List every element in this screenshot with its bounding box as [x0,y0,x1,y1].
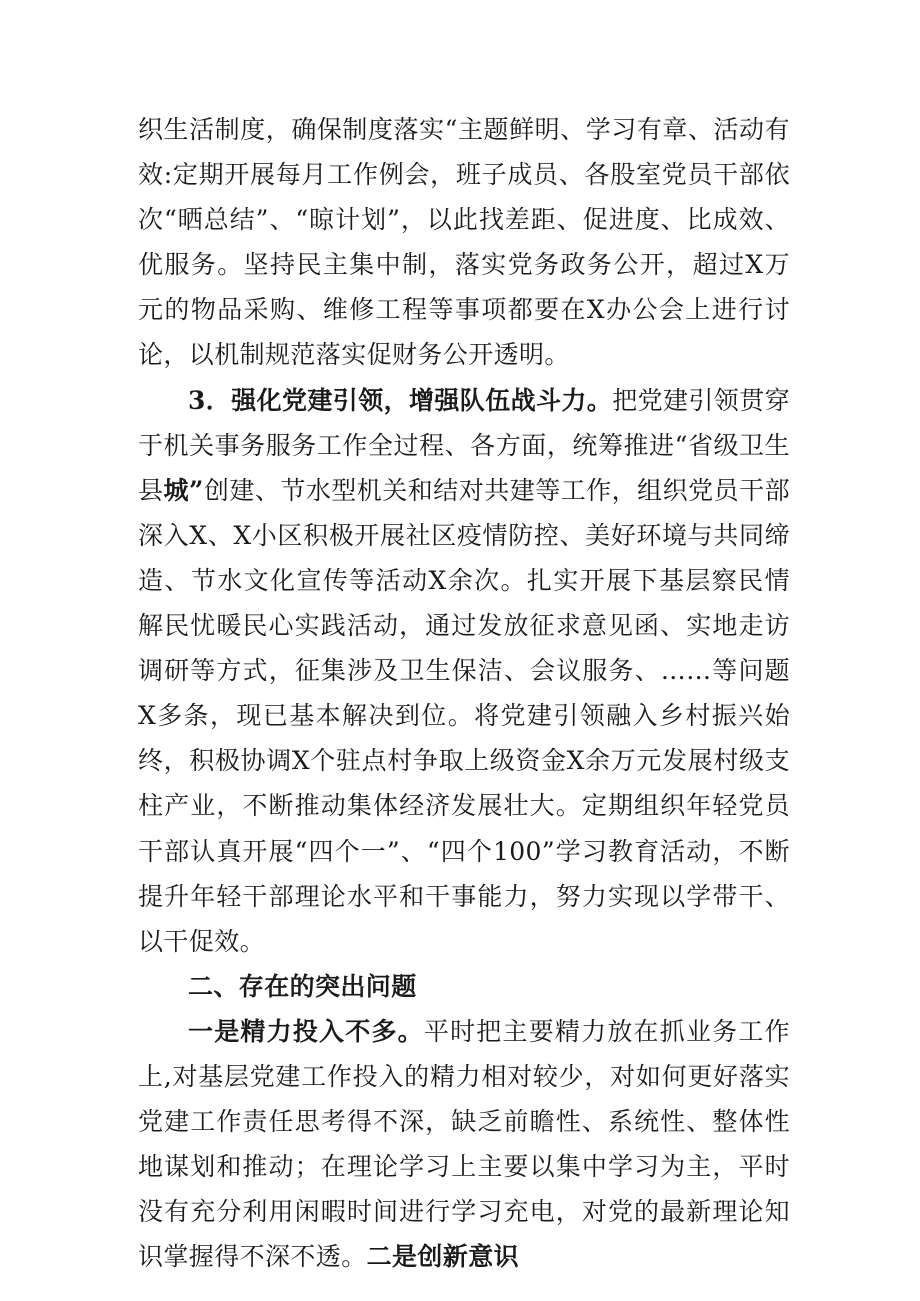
paragraph-text: 把党建引领贯穿于机关事务服务工作全过程、各方面，统筹推进“省级卫生县 [138,385,791,505]
paragraph-text: 创建、节水型机关和结对共建等工作，组织党员干部深入X、X小区积极开展社区疫情防控、美好环境与共同缔造、节水文化宣传等活动X余次。扎实开展下基层察民情解民忧暖民心实践活动，通过发放征求意见函、实地走访调研等方式，征集涉及卫生保洁、会议服务、……等问题X多条，现已基本解决到位。将党建引领融入乡村振兴始终，积极协调X个驻点村争取上级资金X余万元发展村级支柱产业，不断推动集体经济发展壮大。定期组织年轻党员干部认真开展“四个一”、“四个100”学习教育活动，不断提升年轻干部理论水平和干事能力，努力实现以学带干、以干促效。 [138,475,791,956]
bold-word: 城” [163,475,204,505]
section-heading [138,964,790,1009]
paragraph-party-leadership [138,378,790,964]
paragraph-lead-heading: 二是创新意识 [366,1242,520,1272]
paragraph-lead-heading: 一是精力投入不多。 [188,1016,424,1046]
section-heading-text: 二、存在的突出问题 [188,971,417,1001]
document-page [138,107,790,1279]
paragraph-text: 平时把主要精力放在抓业务工作上,对基层党建工作投入的精力相对较少，对如何更好落实党建工作责任思考得不深，缺乏前瞻性、系统性、整体性地谋划和推动；在理论学习上主要以集中学习为主，平时没有充分利用闲暇时间进行学习充电，对党的最新理论知识掌握得不深不透。 [138,1016,790,1272]
paragraph-text: 织生活制度，确保制度落实“主题鲜明、学习有章、活动有效:定期开展每月工作例会，班子成员、各股室党员干部依次“晒总结”、“晾计划”，以此找差距、促进度、比成效、优服务。坚持民主集中制，落实党务政务公开，超过X万元的物品采购、维修工程等事项都要在X办公会上进行讨论，以机制规范落实促财务公开透明。 [138,115,790,370]
paragraph-lead-heading: 3．强化党建引领，增强队伍战斗力。 [188,385,613,415]
paragraph-problems [138,1009,790,1280]
paragraph-party-system [138,107,790,378]
